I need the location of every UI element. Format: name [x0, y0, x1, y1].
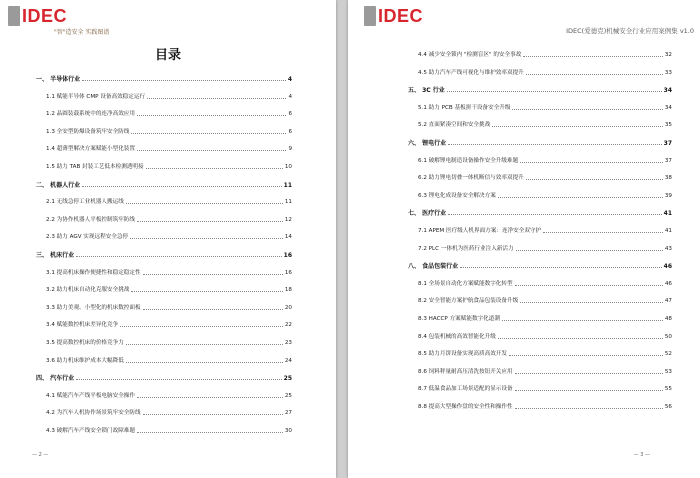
dot-leader: [512, 108, 662, 110]
toc-entry-label: 三、 机床行业: [36, 252, 75, 259]
toc-entry-label: 2.1 无线急停工业机器人搬运线: [46, 199, 124, 206]
dot-leader: [143, 273, 283, 275]
dot-leader: [126, 361, 283, 363]
toc-entry-label: 4.2 为汽车人机协作场景筑牢安全防线: [46, 410, 141, 417]
toc-entry[interactable]: [36, 338, 292, 347]
toc-entry-page: 41: [664, 228, 672, 234]
toc-entry[interactable]: [408, 349, 672, 358]
toc-entry[interactable]: [36, 285, 292, 294]
dot-leader: [143, 413, 283, 415]
dot-leader: [523, 55, 663, 57]
toc-entry[interactable]: [408, 402, 672, 411]
toc-entry-label: 8.2 安全智能方案护航食品包装设备升级: [418, 298, 519, 305]
toc-entry-page: 39: [664, 192, 672, 199]
toc-section-heading[interactable]: [408, 85, 672, 94]
toc-entry-label: 5.2 直面紧凑空间和安全挑战: [418, 122, 491, 129]
toc-entry[interactable]: [36, 303, 292, 312]
toc-entry[interactable]: [408, 156, 672, 165]
tagline: "智"造安全 实践图谱: [54, 29, 110, 36]
toc-entry[interactable]: [408, 244, 672, 253]
toc-entry-page: 34: [664, 104, 672, 111]
dot-leader: [498, 196, 663, 198]
dot-leader: [515, 407, 663, 409]
dot-leader: [492, 125, 663, 127]
toc-entry-page: 50: [664, 333, 672, 340]
dot-leader: [137, 220, 283, 222]
dot-leader: [130, 237, 283, 239]
toc-entry-label: 2.2 为协作机器人平板控制筑牢防线: [46, 216, 135, 223]
toc-entry-label: 五、 3C 行业: [408, 87, 445, 95]
toc-section-heading[interactable]: [408, 208, 672, 217]
dot-leader: [520, 301, 663, 303]
dot-leader: [137, 114, 286, 116]
toc-entry-label: 七、 医疗行业: [408, 210, 447, 218]
toc-entry-label: 2.3 助力 AGV 实现远程安全急停: [46, 234, 129, 241]
toc-entry-page: 16: [284, 269, 292, 276]
dot-leader: [146, 167, 283, 169]
dot-leader: [502, 319, 663, 321]
page-number: — 3 —: [633, 452, 650, 458]
toc-entry-page: 41: [663, 210, 672, 218]
dot-leader: [498, 337, 663, 339]
toc-entry-page: 11: [284, 199, 292, 206]
toc-entry-page: 24: [284, 357, 292, 364]
toc-entry-page: 48: [664, 316, 672, 322]
dot-leader: [515, 372, 663, 374]
toc-entry[interactable]: [408, 191, 672, 200]
toc-entry-label: 8.5 助力月饼设备实现高质高效开发: [418, 351, 507, 358]
dot-leader: [82, 79, 286, 81]
toc-entry-page: 23: [284, 340, 292, 346]
toc-entry[interactable]: [36, 92, 292, 101]
toc-entry-label: 一、 半导体行业: [36, 76, 81, 83]
toc-entry[interactable]: [408, 367, 672, 376]
toc-entry-label: 1.2 晶圆装载系统中的连净高效应用: [46, 111, 135, 118]
dot-leader: [76, 378, 282, 380]
dot-leader: [131, 290, 282, 292]
dot-leader: [143, 308, 283, 310]
toc-entry-label: 3.4 赋能数控机床差异化竞争: [46, 322, 119, 329]
right-page: [348, 0, 700, 478]
toc-entry-label: 八、 食品包装行业: [408, 263, 459, 271]
dot-leader: [76, 255, 282, 257]
toc-entry-page: 6: [288, 111, 292, 118]
toc-entry-page: 33: [664, 69, 672, 76]
toc-entry-page: 25: [284, 392, 292, 399]
toc-entry-page: 52: [664, 351, 672, 358]
toc-entry-label: 3.2 助力机床自动化克服安全挑战: [46, 287, 130, 294]
toc-entry-page: 9: [288, 146, 292, 153]
toc-entry-label: 4.3 破解汽车产线安全锁门故障难题: [46, 428, 135, 434]
left-page: [0, 0, 336, 478]
toc-section-heading[interactable]: [36, 180, 292, 189]
toc-entry[interactable]: [408, 279, 672, 288]
toc-entry[interactable]: [36, 320, 292, 329]
dot-leader: [137, 431, 283, 433]
toc-entry-label: 8.6 饲料秤量耐高压清洗按钮开关应用: [418, 368, 513, 375]
toc-entry[interactable]: [36, 144, 292, 153]
idec-logo: [8, 6, 67, 26]
toc-entry-label: 3.1 提高机床操作便捷性和稳定稳定性: [46, 269, 141, 276]
toc-entry-label: 六、 锂电行业: [408, 140, 447, 147]
logo-text: IDEC: [22, 6, 68, 26]
dot-leader: [516, 249, 663, 251]
toc-entry-page: 25: [283, 375, 292, 383]
toc-entry-page: 53: [664, 368, 672, 375]
toc-entry[interactable]: [408, 314, 672, 323]
toc-entry-label: 8.1 全场景自动化方案赋能数字化转型: [418, 280, 513, 287]
dot-leader: [515, 284, 663, 286]
toc-entry-label: 4.4 减少安全锁内 "检测盲区" 的安全事故: [418, 52, 522, 58]
toc-entry[interactable]: [36, 232, 292, 241]
toc-entry-label: 1.4 超薄型解决方案赋能小型化装置: [46, 146, 135, 153]
toc-entry-label: 3.6 助力机床维护成本大幅降低: [46, 357, 124, 364]
dot-leader: [526, 73, 663, 75]
toc-entry[interactable]: [408, 296, 672, 305]
toc-entry[interactable]: [408, 173, 672, 182]
toc-entry-label: 四、 汽车行业: [36, 375, 75, 383]
toc-entry[interactable]: [408, 68, 672, 77]
toc-entry-label: 二、 机器人行业: [36, 181, 81, 189]
toc-entry-page: 35: [664, 122, 672, 129]
toc-entry-page: 34: [663, 87, 672, 95]
toc-entry-page: 11: [283, 181, 292, 189]
dot-leader: [520, 161, 663, 163]
toc-section-heading[interactable]: [408, 138, 672, 147]
toc-section-heading[interactable]: [36, 373, 292, 382]
toc-entry-page: 27: [284, 410, 292, 417]
toc-entry-label: 6.1 破解锂电制造设备操作安全升级难题: [418, 157, 519, 164]
toc-section-heading[interactable]: [36, 74, 292, 83]
toc-entry-page: 22: [284, 322, 292, 329]
toc-entry[interactable]: [36, 268, 292, 277]
toc-entry[interactable]: [408, 226, 672, 235]
dot-leader: [147, 97, 286, 99]
document-header: IDEC(爱德克)机械安全行业应用案例集 v1.0: [566, 27, 694, 35]
toc-entry[interactable]: [36, 426, 292, 435]
dot-leader: [509, 354, 663, 356]
toc-entry-page: 38: [664, 175, 672, 182]
idec-logo: [364, 6, 423, 26]
toc-entry-label: 4.5 助力汽车产线可视化与维护效率双提升: [418, 69, 524, 76]
toc-entry-page: 37: [663, 140, 672, 147]
logo-text: IDEC: [378, 6, 424, 26]
dot-leader: [82, 185, 282, 187]
toc-entry-page: 43: [664, 245, 672, 252]
toc-title: 目录: [154, 48, 181, 63]
toc-entry-page: 14: [284, 234, 292, 241]
toc-entry-label: 8.7 低温食品加工场景适配的显示设备: [418, 386, 513, 393]
toc-entry-page: 30: [284, 428, 292, 434]
toc-entry-page: 46: [664, 280, 672, 287]
dot-leader: [120, 325, 283, 327]
dot-leader: [448, 143, 662, 145]
toc-entry[interactable]: [36, 391, 292, 400]
toc-entry-page: 37: [664, 157, 672, 164]
toc-entry-label: 3.3 助力美观、小型化的机床数控面板: [46, 304, 141, 311]
toc-entry-page: 56: [664, 404, 672, 410]
toc-entry-label: 1.5 助力 TAB 封装工艺低本检测透明接: [46, 164, 144, 170]
toc-entry-page: 10: [284, 164, 292, 170]
toc-entry[interactable]: [408, 103, 672, 112]
toc-section-heading[interactable]: [408, 261, 672, 270]
toc-section-heading[interactable]: [36, 250, 292, 259]
dot-leader: [448, 213, 662, 215]
toc-entry-page: 16: [283, 252, 292, 259]
toc-entry-page: 4: [287, 76, 292, 83]
toc-entry-label: 8.3 HACCP 方案赋能数字化道潮: [418, 316, 500, 322]
toc-entry-page: 18: [284, 287, 292, 294]
toc-entry-page: 55: [664, 386, 672, 393]
dot-leader: [126, 343, 283, 345]
toc-entry-label: 1.1 赋能半导体 CMP 设备高效稳定运行: [46, 93, 146, 100]
toc-entry-page: 12: [284, 216, 292, 223]
toc-entry-label: 6.2 助力锂电切叠一体机断信与效率双提升: [418, 175, 524, 182]
toc-entry-label: 3.5 提高数控机床的价格竞争力: [46, 340, 124, 346]
dot-leader: [447, 90, 662, 92]
logo-mark-icon: [8, 6, 20, 26]
toc-entry[interactable]: [408, 50, 672, 59]
dot-leader: [543, 231, 663, 233]
toc-entry-page: 6: [288, 128, 292, 135]
logo-mark-icon: [364, 6, 376, 26]
toc-entry-page: 20: [284, 304, 292, 311]
toc-entry-label: 8.4 包装机械的高效智能化升级: [418, 333, 496, 340]
toc-entry-label: 6.3 锂电化成设备安全解决方案: [418, 192, 496, 199]
toc-entry[interactable]: [408, 384, 672, 393]
dot-leader: [137, 149, 286, 151]
dot-leader: [137, 396, 283, 398]
toc-entry-label: 7.1 APEM 医疗级人机界面方案：连净安全双守护: [418, 228, 542, 234]
dot-leader: [526, 178, 663, 180]
toc-entry[interactable]: [36, 162, 292, 171]
toc-entry-page: 47: [664, 298, 672, 305]
toc-entry[interactable]: [36, 356, 292, 365]
dot-leader: [515, 389, 663, 391]
toc-entry-label: 8.8 提高大型操作盘的安全性和操作性: [418, 404, 513, 410]
toc-entry-label: 7.2 PLC 一体机为医药行业注入新活力: [418, 245, 514, 252]
toc-entry-label: 4.1 赋能汽车产线平板电脑安全操作: [46, 392, 135, 399]
toc-entry[interactable]: [36, 197, 292, 206]
dot-leader: [131, 132, 286, 134]
toc-entry[interactable]: [36, 109, 292, 118]
toc-entry-label: 1.3 全安型防爆设备筑牢安全防线: [46, 128, 130, 135]
toc-entry-page: 4: [288, 93, 292, 100]
toc-entry[interactable]: [36, 215, 292, 224]
page-number: — 2 —: [32, 452, 49, 458]
toc-entry-page: 32: [664, 52, 672, 58]
toc-entry-label: 5.1 助力 PCB 基板拼干设备安全升级: [418, 104, 511, 111]
dot-leader: [126, 202, 283, 204]
toc-entry[interactable]: [36, 127, 292, 136]
toc-entry[interactable]: [36, 408, 292, 417]
dot-leader: [460, 266, 662, 268]
toc-entry[interactable]: [408, 332, 672, 341]
toc-entry[interactable]: [408, 120, 672, 129]
toc-entry-page: 46: [663, 263, 672, 271]
